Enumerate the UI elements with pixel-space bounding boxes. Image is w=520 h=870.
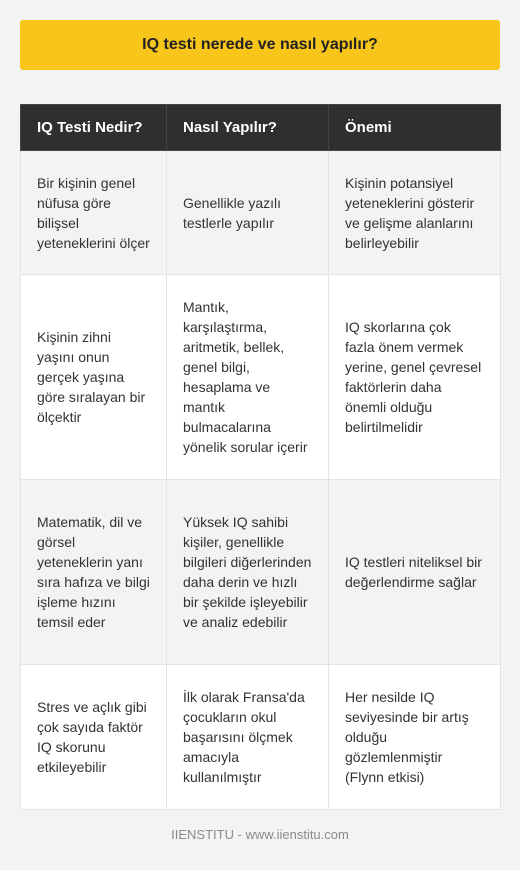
table-row: [21, 275, 501, 480]
column-header: Önemi: [329, 105, 501, 151]
table-cell: Her nesilde IQ seviyesinde bir artış olduğu gözlemlenmiştir (Flynn etkisi): [329, 665, 501, 810]
table-cell: Bir kişinin genel nüfusa göre bilişsel yeteneklerini ölçer: [21, 151, 167, 275]
info-table: [20, 104, 501, 810]
table-cell: Yüksek IQ sahibi kişiler, genellikle bilgileri diğerlerinden daha derin ve hızlı bir şekilde işleyebilir ve analiz edebilir: [167, 480, 329, 665]
table-cell: IQ skorlarına çok fazla önem vermek yerine, genel çevresel faktörlerin daha önemli olduğu belirtilmelidir: [329, 275, 501, 480]
table-row: [21, 480, 501, 665]
title-banner: [20, 20, 500, 70]
table-cell: Kişinin potansiyel yeteneklerini gösterir ve gelişme alanlarını belirleyebilir: [329, 151, 501, 275]
table-row: [21, 665, 501, 810]
table-cell: Mantık, karşılaştırma, aritmetik, bellek, genel bilgi, hesaplama ve mantık bulmacalarına yönelik sorular içerir: [167, 275, 329, 480]
table-row: [21, 151, 501, 275]
table-cell: Matematik, dil ve görsel yeteneklerin yanı sıra hafıza ve bilgi işleme hızını temsil eder: [21, 480, 167, 665]
column-header: Nasıl Yapılır?: [167, 105, 329, 151]
column-header: IQ Testi Nedir?: [21, 105, 167, 151]
table-cell: Kişinin zihni yaşını onun gerçek yaşına göre sıralayan bir ölçektir: [21, 275, 167, 480]
table-header-row: [21, 105, 501, 151]
page-title: IQ testi nerede ve nasıl yapılır?: [142, 36, 378, 53]
table-cell: İlk olarak Fransa'da çocukların okul başarısını ölçmek amacıyla kullanılmıştır: [167, 665, 329, 810]
table-cell: Stres ve açlık gibi çok sayıda faktör IQ skorunu etkileyebilir: [21, 665, 167, 810]
table-cell: Genellikle yazılı testlerle yapılır: [167, 151, 329, 275]
table-cell: IQ testleri niteliksel bir değerlendirme sağlar: [329, 480, 501, 665]
footer-credit: IIENSTITU - www.iienstitu.com: [171, 827, 349, 842]
